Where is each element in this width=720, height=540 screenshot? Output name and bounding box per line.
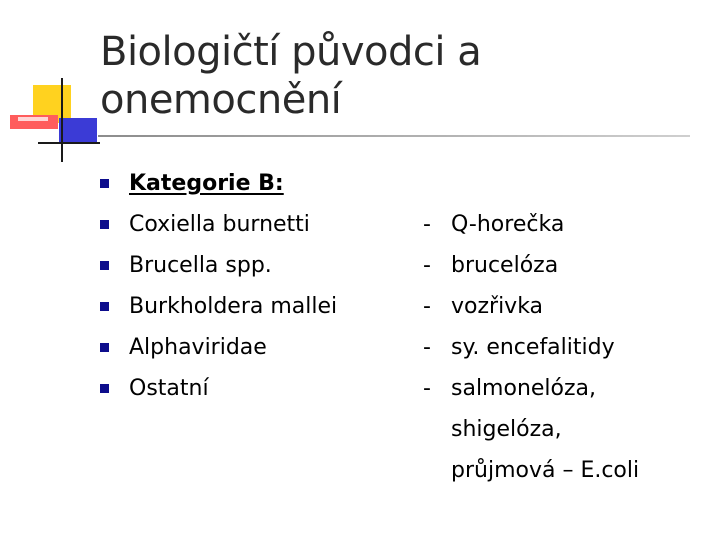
disease-continuation-label: shigelóza, (451, 417, 562, 442)
dash-marker: - (423, 253, 431, 278)
agent-list (98, 167, 337, 413)
agent-label: Coxiella burnetti (129, 212, 310, 237)
agent-item (98, 208, 337, 249)
agent-label: Alphaviridae (129, 335, 267, 360)
dash-marker: - (423, 294, 431, 319)
disease-item (423, 249, 639, 290)
disease-label: brucelóza (451, 253, 559, 278)
agent-label: Burkholdera mallei (129, 294, 338, 319)
agent-item (98, 290, 337, 331)
agent-label: Ostatní (129, 376, 209, 401)
dash-marker: - (423, 376, 431, 401)
square-bullet-icon (100, 343, 109, 352)
square-bullet-icon (100, 302, 109, 311)
agent-item (98, 249, 337, 290)
square-bullet-icon (100, 220, 109, 229)
slide-title-line-2: onemocnění (100, 77, 342, 123)
agent-item (98, 331, 337, 372)
disease-label: vozřivka (451, 294, 544, 319)
square-bullet-icon (100, 261, 109, 270)
disease-list (423, 208, 639, 495)
disease-continuation-label: průjmová – E.coli (451, 458, 640, 483)
title-underline-rule (98, 135, 690, 137)
agent-category-heading: Kategorie B: (129, 171, 284, 196)
logo-blue-square (59, 118, 97, 144)
agent-label: Brucella spp. (129, 253, 272, 278)
dash-marker: - (423, 335, 431, 360)
agent-item (98, 372, 337, 413)
disease-label: sy. encefalitidy (451, 335, 615, 360)
logo-red-bar (10, 115, 58, 129)
agent-item (98, 167, 337, 208)
disease-item (423, 290, 639, 331)
slide-title (100, 28, 700, 124)
disease-item (423, 331, 639, 372)
disease-continuation-line (423, 413, 639, 454)
disease-item (423, 208, 639, 249)
square-bullet-icon (100, 384, 109, 393)
disease-label: Q-horečka (451, 212, 565, 237)
logo-horizontal-line (38, 142, 100, 144)
disease-continuation-line (423, 454, 639, 495)
logo-vertical-line (61, 78, 63, 162)
slide-title-line-1: Biologičtí původci a (100, 29, 482, 75)
disease-item (423, 372, 639, 413)
disease-label: salmonelóza, (451, 376, 597, 401)
square-bullet-icon (100, 179, 109, 188)
dash-marker: - (423, 212, 431, 237)
